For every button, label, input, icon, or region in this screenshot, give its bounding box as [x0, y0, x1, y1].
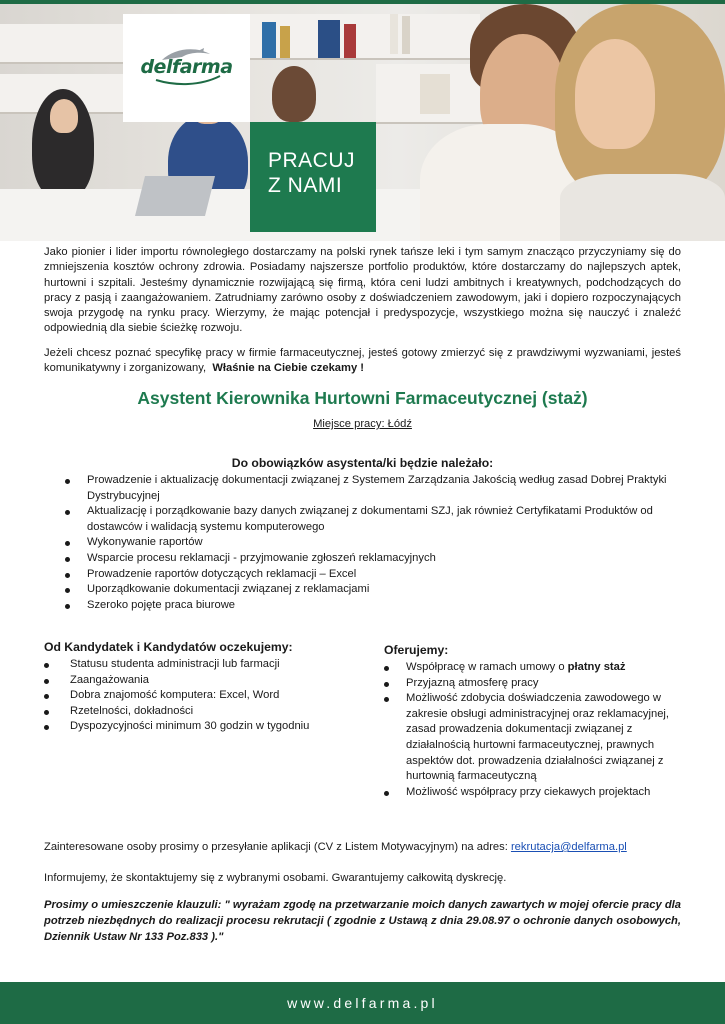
list-item [87, 504, 687, 535]
banner-line2: Z NAMI [268, 174, 343, 197]
website-link[interactable]: www.delfarma.pl [287, 995, 438, 1011]
book [420, 74, 450, 114]
list-item-text: Rzetelności, dokładności [70, 704, 194, 717]
list-item-text: Uporządkowanie dokumentacji związanej z reklamacjami [87, 583, 370, 596]
list-item [87, 582, 687, 598]
list-item-text: Prowadzenie i aktualizację dokumentacji związanej z Systemem Zarządzania Jakością według zasad Dobrej Praktyki Dystrybucyjnej [87, 474, 667, 502]
list-item [406, 660, 686, 676]
header-photo [0, 4, 725, 241]
bullet-icon [44, 663, 49, 668]
list-item-text: Dobra znajomość komputera: Excel, Word [70, 689, 280, 702]
list-item [87, 567, 687, 583]
list-item-text: Współpracę w ramach umowy o [406, 661, 568, 673]
bullet-icon [65, 479, 70, 484]
offer-list [406, 660, 686, 800]
bullet-icon [384, 791, 389, 796]
list-item [70, 719, 350, 735]
list-item [70, 688, 350, 704]
list-item [87, 535, 687, 551]
list-item-highlight: płatny staż [567, 661, 626, 673]
requirements-list [70, 657, 350, 735]
bullet-icon [44, 694, 49, 699]
list-item-text: Wsparcie procesu reklamacji - przyjmowanie zgłoszeń reklamacyjnych [87, 551, 436, 564]
book [390, 14, 398, 54]
job-location: Miejsce pracy: Łódź [313, 418, 412, 430]
clause-text: " wyrażam zgodę na przetwarzanie moich danych zawartych w mojej ofercie pracy dla potrzeb niezbędnych do realizacji procesu rekrutacji ( zgodnie z Ustawą z dnia 29.08.97 o ochronie danych osobowych, Dziennik Ustaw Nr 133 Poz.833 )." [44, 899, 681, 943]
recruitment-email-link[interactable]: rekrutacja@delfarma.pl [510, 841, 627, 853]
book [280, 26, 290, 58]
requirements-heading: Od Kandydatek i Kandydatów oczekujemy: [44, 640, 293, 654]
bullet-icon [65, 557, 70, 562]
duties-heading: Do obowiązków asystenta/ki będzie należało: [231, 456, 494, 470]
list-item-text: Prowadzenie raportów dotyczących reklamacji – Excel [87, 567, 357, 580]
bullet-icon [44, 710, 49, 715]
contact-paragraph [44, 840, 681, 855]
person-back [272, 66, 316, 122]
list-item [70, 657, 350, 673]
book [262, 22, 276, 58]
intro-paragraph-2 [44, 346, 681, 377]
bullet-icon [384, 682, 389, 687]
list-item-text: Aktualizację i porządkowanie bazy danych związanej z dokumentami SZJ, jak również Certyfikatami Produktów od dostawców i walidacją systemu komputerowego [87, 505, 653, 533]
list-item [87, 598, 687, 614]
bullet-icon [65, 541, 70, 546]
person-left-face [50, 99, 78, 133]
intro-paragraph: Jako pionier i lider importu równoległego dostarczamy na polski rynek tańsze leki i tym samym znacząco przyczyniamy się do zmniejszenia kosztów ochrony zdrowia. Posiadamy najszersze portfolio produktów, które dostarczamy do najlepszych aptek, hurtowni i szpitali. Jesteśmy dynamicznie rozwijającą się firmą, która ceni ludzi ambitnych i kreatywnych, podchodzących do pracy z pasją i zaangażowaniem. Zatrudniamy zarówno osoby z doświadczeniem zawodowym, jaki i dopiero rozpoczynających swoja przygodę na rynku pracy. Wierzymy, że mając potencjał i predyspozycje, wszystkiego można się nauczyć i znaleźć odpowiednią dla siebie ścieżkę rozwoju. [44, 246, 681, 335]
list-item [406, 691, 686, 785]
clause-label: Prosimy o umieszczenie klauzuli: [44, 899, 222, 911]
footer-bar [0, 982, 725, 1024]
book [402, 16, 410, 54]
list-item-text: Zaangażowania [70, 673, 149, 686]
list-item-text: Możliwość współpracy przy ciekawych projektach [406, 785, 651, 798]
book [344, 24, 356, 58]
list-item [70, 704, 350, 720]
list-item-text: Wykonywanie raportów [87, 536, 203, 549]
info-paragraph: Informujemy, że skontaktujemy się z wybranymi osobami. Gwarantujemy całkowitą dyskrecję. [44, 872, 507, 884]
duties-list [87, 473, 687, 613]
list-item [87, 551, 687, 567]
logo-underline-swoosh [152, 74, 222, 88]
list-item [70, 673, 350, 689]
job-title: Asystent Kierownika Hurtowni Farmaceutycznej (staż) [137, 388, 588, 408]
list-item [406, 785, 686, 801]
bullet-icon [65, 588, 70, 593]
bullet-icon [384, 697, 389, 702]
bullet-icon [65, 573, 70, 578]
bullet-icon [384, 666, 389, 671]
intro-paragraph-2-text: Jeżeli chcesz poznać specyfikę pracy w firmie farmaceutycznej, jesteś gotowy zmierzyć się z prawdziwymi wyzwaniami, jesteś komunikatywny i zorganizowany, [44, 347, 681, 375]
list-item-text: Możliwość zdobycia doświadczenia zawodowego w zakresie obsługi administracyjnej oraz reklamacyjnej, zasad prowadzenia dokumentacji związanej z działalnością hurtowni farmaceutycznej, prawnych aspektów dot. prowadzenia działalności związanej z hurtownią farmaceutyczną [406, 692, 670, 783]
banner-box [250, 122, 376, 232]
list-item-text: Szeroko pojęte praca biurowe [87, 598, 236, 611]
list-item [406, 676, 686, 692]
bullet-icon [65, 510, 70, 515]
bullet-icon [44, 679, 49, 684]
logo-wordmark: delfarma [140, 56, 233, 78]
bullet-icon [44, 725, 49, 730]
intro-highlight: Właśnie na Ciebie czekamy ! [212, 362, 365, 375]
consent-clause [44, 898, 681, 945]
list-item-text: Przyjazną atmosferę pracy [406, 676, 539, 689]
bullet-icon [65, 604, 70, 609]
contact-text: Zainteresowane osoby prosimy o przesyłanie aplikacji (CV z Listem Motywacyjnym) na adres: [44, 841, 511, 853]
list-item-text: Statusu studenta administracji lub farmacji [70, 658, 280, 670]
list-item [87, 473, 687, 504]
list-item-text: Dyspozycyjności minimum 30 godzin w tygodniu [70, 720, 310, 733]
woman-face [575, 39, 655, 149]
offer-heading: Oferujemy: [384, 643, 449, 657]
book [318, 20, 340, 58]
woman-clothes [560, 174, 725, 241]
company-logo [123, 14, 250, 122]
bookshelf [0, 24, 130, 64]
laptop [135, 176, 215, 216]
banner-line1: PRACUJ [268, 149, 356, 172]
